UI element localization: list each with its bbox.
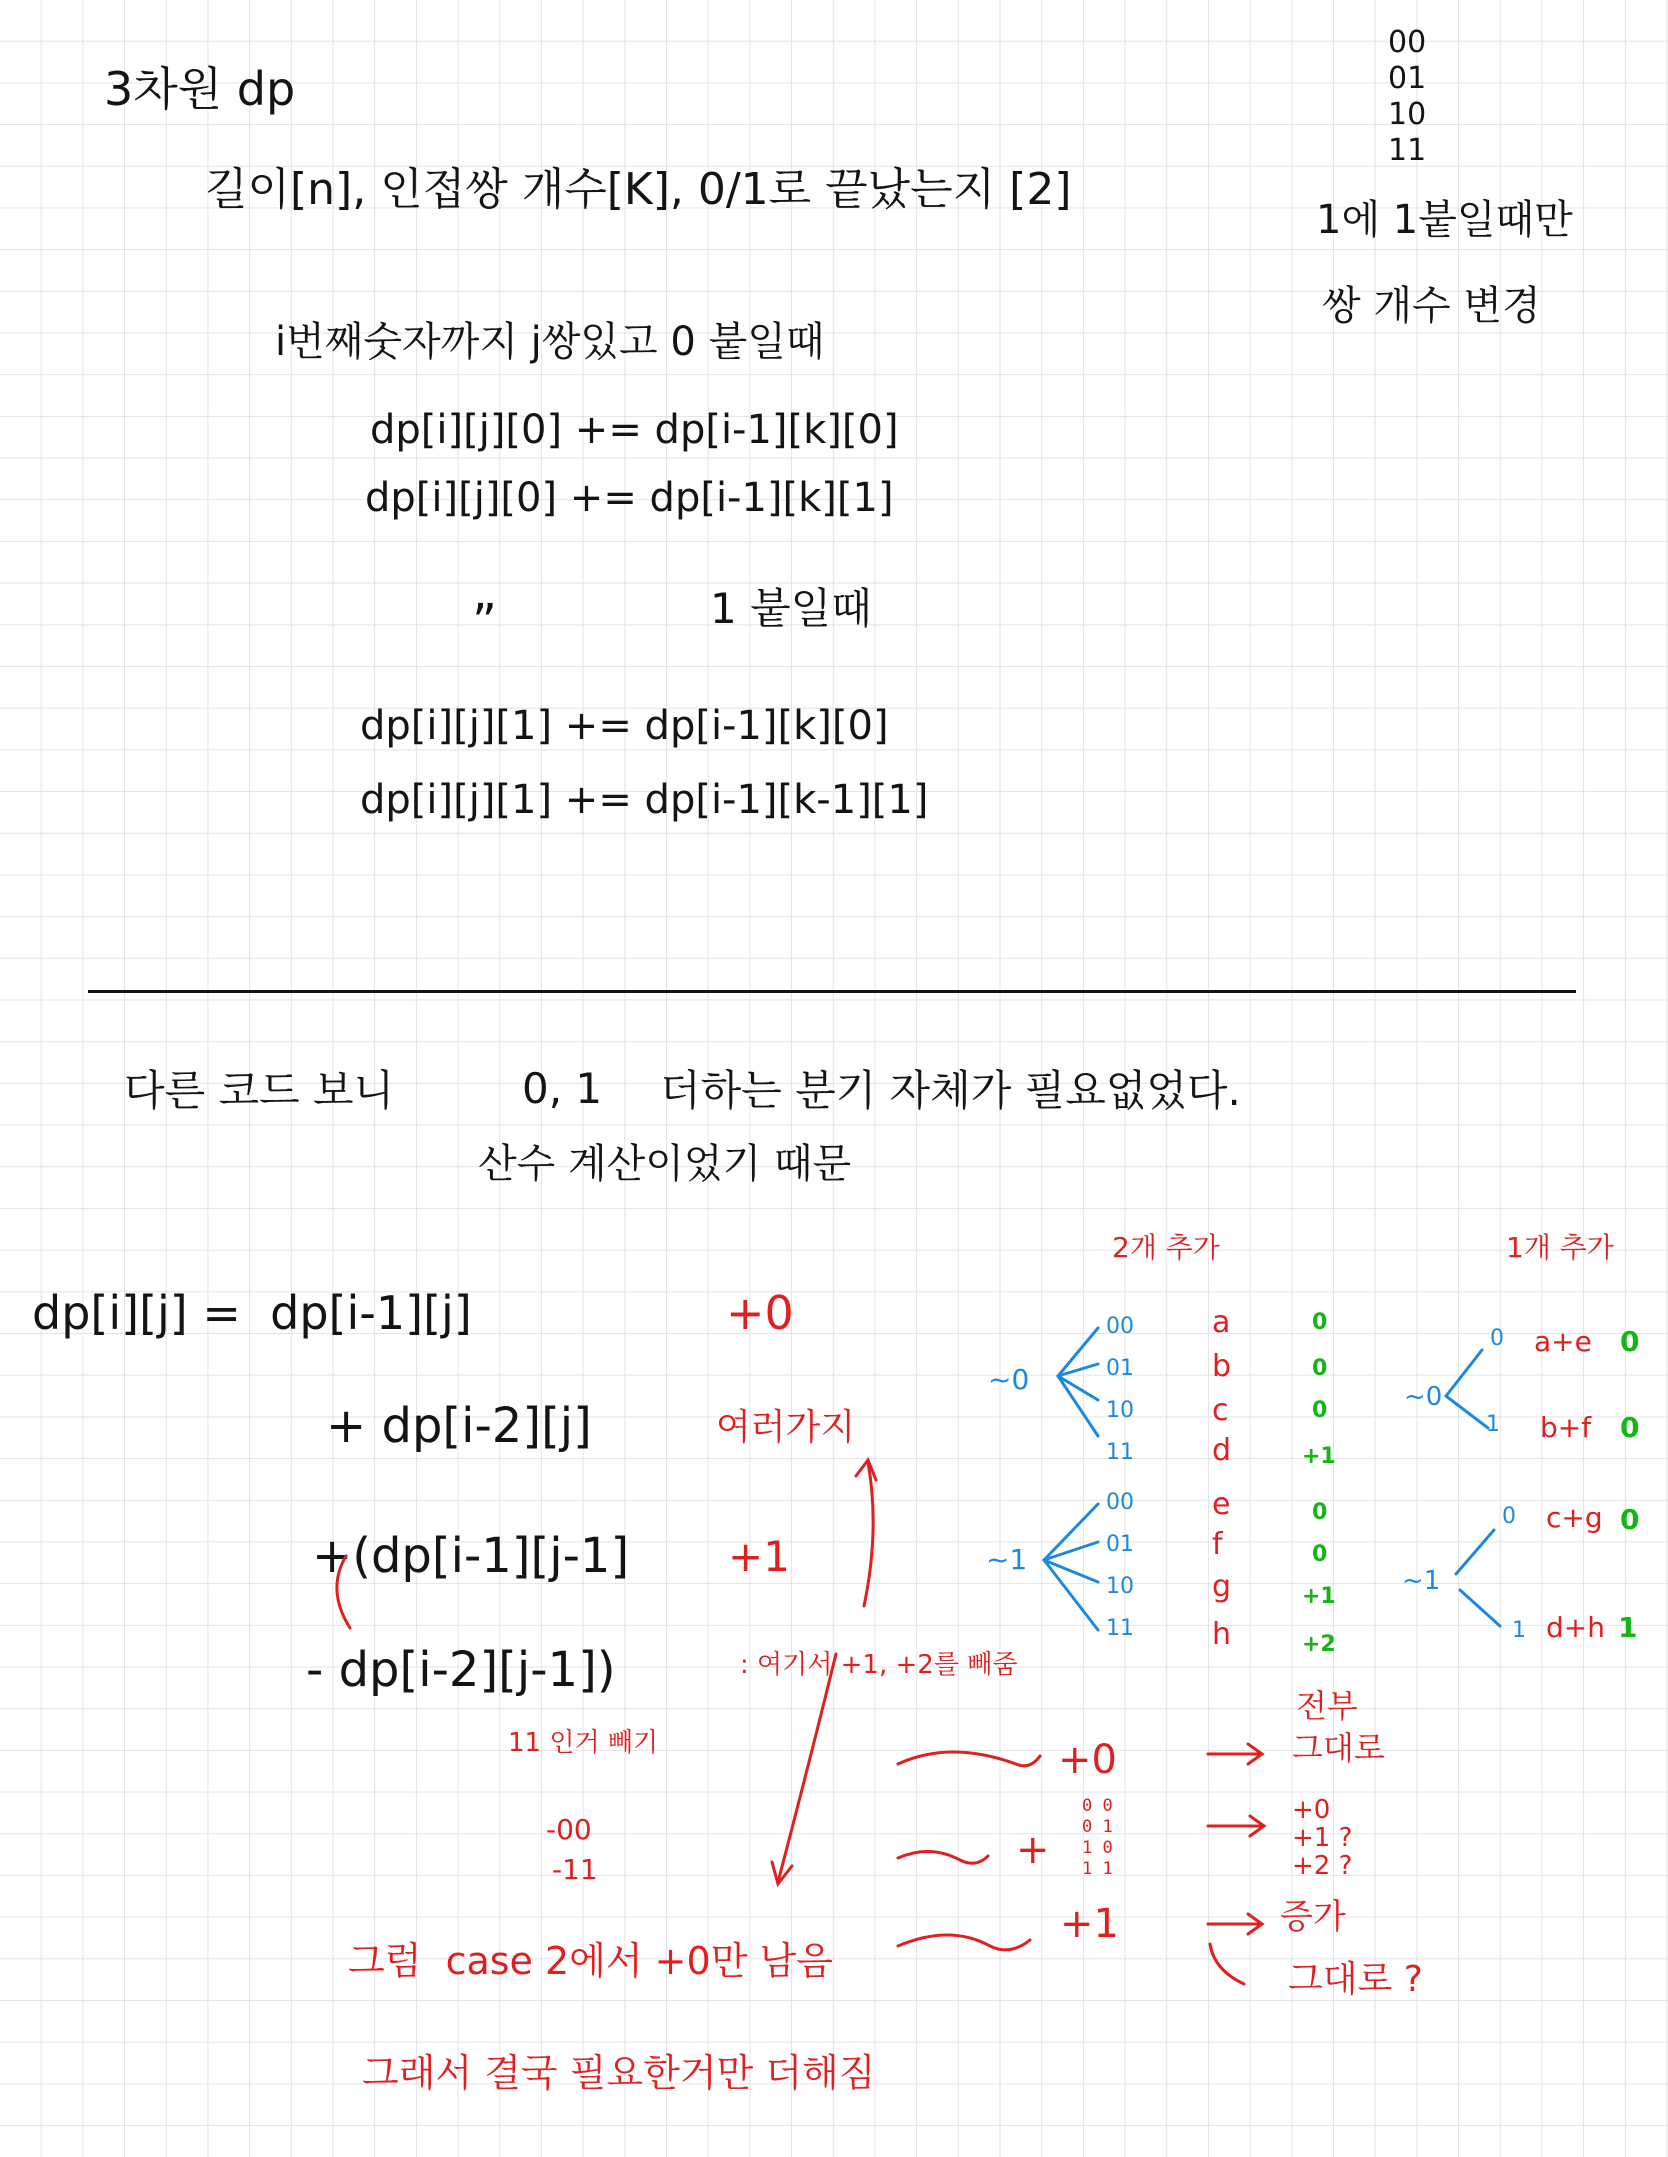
case-zero-heading: i번째숫자까지 j쌍있고 0 붙일때 — [275, 319, 825, 365]
formula-note-2: 여러가지 — [716, 1407, 856, 1448]
right-bit: 0 — [1490, 1326, 1504, 1351]
tree-root-1: ~1 — [986, 1543, 1028, 1576]
insight-text-a: 다른 코드 보니 — [124, 1066, 395, 1115]
case-3-result-b: 그대로 ? — [1288, 1959, 1423, 2000]
formula-note-3: +1 — [728, 1532, 790, 1581]
leaf-pair: 10 — [1106, 1574, 1134, 1599]
leaf-letter: c — [1212, 1393, 1229, 1428]
case-3-result-a: 증가 — [1280, 1897, 1346, 1937]
pair-item: 10 — [1388, 97, 1427, 132]
formula-note-1: +0 — [726, 1286, 794, 1340]
side-note-1: 1에 1붙일때만 — [1316, 197, 1573, 243]
equation-4: dp[i][j][1] += dp[i-1][k-1][1] — [360, 777, 929, 823]
equation-2: dp[i][j][0] += dp[i-1][k][1] — [365, 475, 894, 521]
case-2-bits: 0 0 0 1 1 0 1 1 — [1082, 1796, 1113, 1879]
right-bit: 1 — [1512, 1618, 1526, 1643]
formula-note-5: 11 인거 빼기 — [508, 1728, 659, 1758]
tree-header-one: 1개 추가 — [1506, 1231, 1614, 1264]
right-sum: c+g — [1546, 1501, 1603, 1534]
ditto-mark: ” — [472, 594, 497, 650]
right-bit: 0 — [1502, 1504, 1516, 1529]
side-note-2: 쌍 개수 변경 — [1322, 283, 1541, 329]
leaf-pair: 01 — [1106, 1356, 1134, 1381]
leaf-letter: f — [1212, 1527, 1223, 1562]
page-title: 3차원 dp — [104, 62, 296, 116]
case-2-op: + — [1016, 1827, 1050, 1873]
right-sum: d+h — [1546, 1611, 1605, 1644]
conclusion-1: 그럼 case 2에서 +0만 남음 — [348, 1939, 833, 1983]
formula-line-3: +(dp[i-1][j-1] — [312, 1528, 630, 1584]
leaf-delta: +2 — [1302, 1632, 1336, 1657]
right-delta: 0 — [1620, 1411, 1640, 1444]
leaf-letter: b — [1212, 1349, 1232, 1384]
equation-3: dp[i][j][1] += dp[i-1][k][0] — [360, 703, 889, 749]
formula-note-4: : 여기서 +1, +2를 빼줌 — [740, 1650, 1018, 1680]
leaf-delta: 0 — [1312, 1500, 1328, 1525]
right-sum: a+e — [1534, 1325, 1592, 1358]
tree-branches-0 — [1058, 1328, 1098, 1436]
leaf-pair: 11 — [1106, 1616, 1134, 1641]
annotation-arrows — [337, 1460, 1264, 1984]
pair-item: 11 — [1388, 133, 1427, 168]
leaf-delta: 0 — [1312, 1356, 1328, 1381]
leaf-delta: 0 — [1312, 1398, 1328, 1423]
leaf-pair: 00 — [1106, 1314, 1134, 1339]
case-one-heading: 1 붙일때 — [710, 584, 872, 633]
conclusion-2: 그래서 결국 필요한거만 더해짐 — [362, 2051, 876, 2095]
formula-line-1: dp[i][j] = dp[i-1][j] — [32, 1286, 472, 1340]
removed-pair-11: -11 — [552, 1853, 598, 1886]
formula-line-2: + dp[i-2][j] — [326, 1398, 592, 1454]
leaf-pair: 00 — [1106, 1490, 1134, 1515]
formula-line-4: - dp[i-2][j-1]) — [306, 1642, 616, 1698]
case-1-result-b: 그대로 — [1292, 1729, 1385, 1767]
leaf-delta: 0 — [1312, 1542, 1328, 1567]
right-tree-branches — [1446, 1350, 1500, 1626]
leaf-letter: g — [1212, 1569, 1232, 1604]
leaf-pair: 01 — [1106, 1532, 1134, 1557]
leaf-letter: e — [1212, 1487, 1231, 1522]
right-delta: 0 — [1620, 1503, 1640, 1536]
tree-branches-1 — [1044, 1504, 1098, 1630]
insight-text-c: 더하는 분기 자체가 필요없었다. — [660, 1066, 1241, 1115]
pair-item: 00 — [1388, 25, 1427, 60]
case-2-result: +0 +1 ? +2 ? — [1292, 1795, 1353, 1881]
right-bit: 1 — [1486, 1412, 1500, 1437]
right-delta: 0 — [1620, 1325, 1640, 1358]
removed-pair-00: -00 — [546, 1813, 592, 1846]
leaf-delta: +1 — [1302, 1444, 1336, 1469]
right-root-0: ~0 — [1404, 1382, 1443, 1412]
insight-text-b: 0, 1 — [522, 1064, 603, 1113]
leaf-delta: +1 — [1302, 1584, 1336, 1609]
case-1-op: +0 — [1058, 1737, 1117, 1783]
tree-root-0: ~0 — [988, 1363, 1030, 1396]
leaf-pair: 10 — [1106, 1398, 1134, 1423]
tree-header-two: 2개 추가 — [1112, 1231, 1220, 1264]
case-3-op: +1 — [1060, 1901, 1119, 1947]
pair-item: 01 — [1388, 61, 1427, 96]
equation-1: dp[i][j][0] += dp[i-1][k][0] — [370, 407, 899, 453]
insight-reason: 산수 계산이었기 때문 — [478, 1141, 852, 1187]
leaf-letter: d — [1212, 1433, 1232, 1468]
leaf-delta: 0 — [1312, 1310, 1328, 1335]
leaf-pair: 11 — [1106, 1440, 1134, 1465]
dp-definition: 길이[n], 인접쌍 개수[K], 0/1로 끝났는지 [2] — [205, 164, 1072, 215]
leaf-letter: h — [1212, 1617, 1232, 1652]
leaf-letter: a — [1212, 1305, 1231, 1340]
case-1-result-a: 전부 — [1296, 1687, 1358, 1725]
right-root-1: ~1 — [1402, 1566, 1441, 1596]
right-delta: 1 — [1618, 1611, 1638, 1644]
right-sum: b+f — [1540, 1411, 1592, 1444]
